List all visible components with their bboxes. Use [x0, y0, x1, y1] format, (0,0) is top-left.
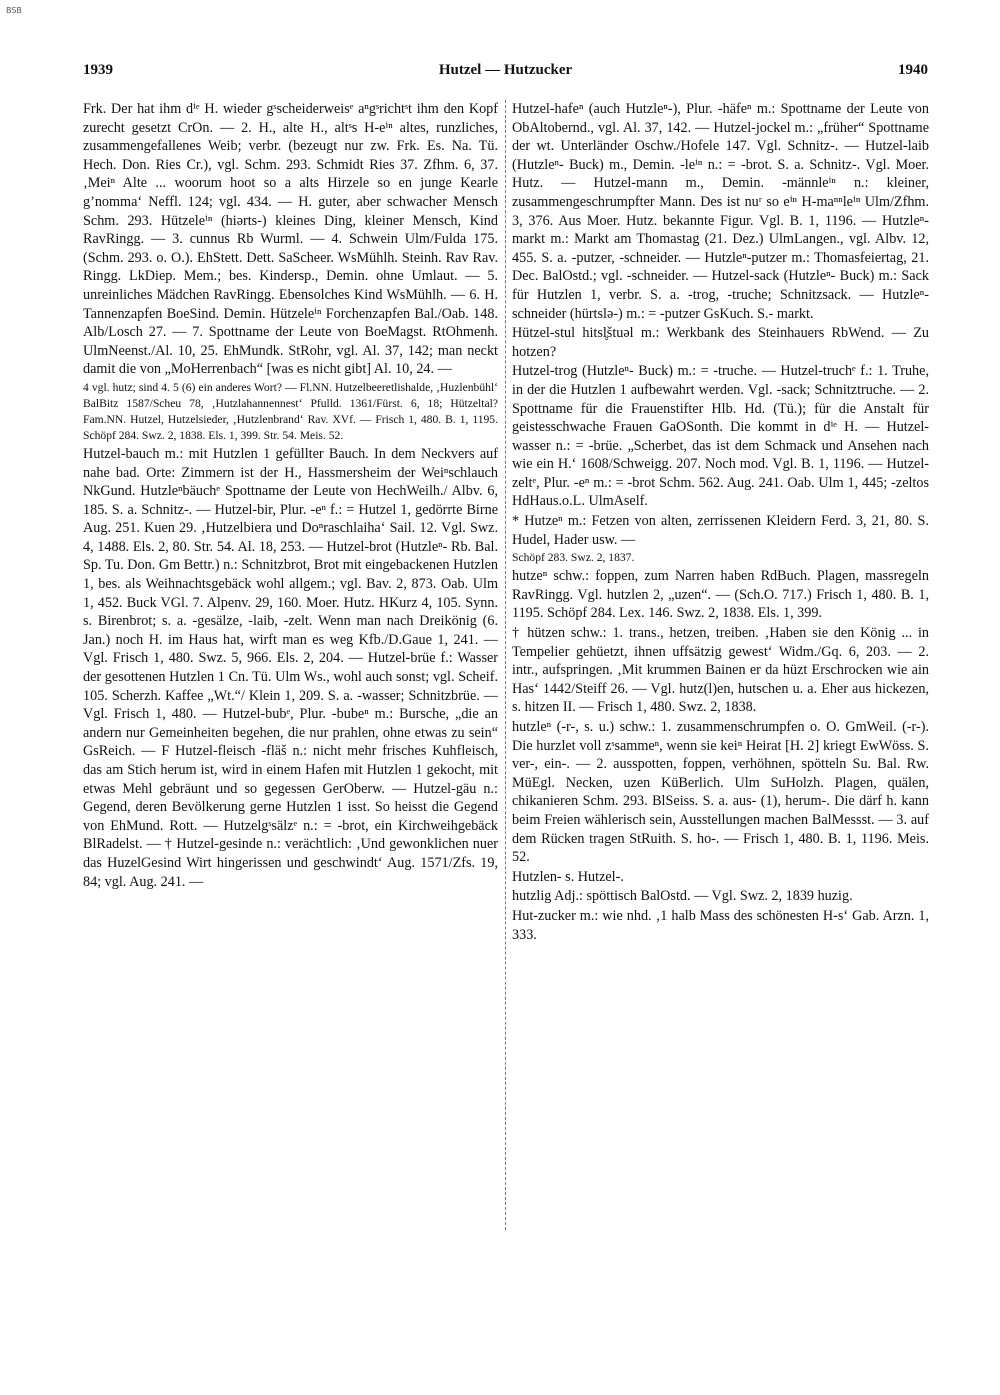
dictionary-paragraph: Hutzel-bauch m.: mit Hutzlen 1 gefüllter Bauch. In dem Neckvers auf nahe bad. Orte: Zimmern ist der H., Hassmersheim der Weiⁿschlauch NkGund. Hutzleⁿbäuchᵉ Spottname der Leute von HechWeilh./ Albv. 6, 185. S. a. Schnitz-. — Hutzel-bir, Plur. -eⁿ f.: = Hutzel 1, gedörrte Birne Aug. 251. Kuen 29. ‚Hutzelbiera und Doⁿraschlaiha‘ Sail. 12. Vgl. Swz. 4, 1488. Els. 2, 80. Str. 54. Al. 18, 253. — Hutzel-brot (Hutzleⁿ- Rb. Bal. Sp. Tu. Don. Gm Bettr.) n.: Schnitzbrot, Brot mit eingebackenen Hutzlen 1, bes. als Weihnachtsgebäck wohl allgem.; vgl. Bav. 2, 873. Oab. Ulm 1, 452. Buck VGl. 7. Alpenv. 29, 160. Moer. Hutz. HKurz 4, 105. Synn. s. Birenbrot; s. a. -gesälze, -laib, -zelt. Wenn man nach Dreikönig (6. Jan.) noch H. im Haus hat, wirft man es weg Kfb./D.Gaue 1, 241. — Vgl. Frisch 1, 480. Swz. 5, 966. Els. 2, 204. — Hutzel-brüe f.: Wasser der gesottenen Hutzlen 1 Cn. Tü. Ulm Ws., wohl auch sonst; vgl. Scheif. 105. Scherzh. Kaffee „Wt.“/ Klein 1, 209. S. a. -wasser; Schnitzbrüe. — Vgl. Frisch 1, 480. — Hutzel-bubᵉ, Plur. -bubeⁿ m.: Bursche, „die an andern nur Gemeinheiten begehen, die nur prahlen, ohne etwas zu sein“ GsReich. — F Hutzel-fleisch -fläš n.: nicht mehr frisches Kuhfleisch, das am Stich herum ist, wird in einem Hafen mit Hutzlen 1 gekocht, mit etwas Mehl gebräunt und so gegessen GerOberw. — Hutzel-gäu n.: Gegend, deren Bevölkerung gerne Hutzlen 1 isst. So heisst die Gegend von EhMund. Rott. — Hutzelgˢsälzᵉ n.: = -brot, ein Kirchweihgebäck BlRadelst. — † Hutzel-gesinde n.: verächtlich: ‚Und gewonklichen nuer das HuzelGesind Wirt hingerissen und geschwindt‘ Aug. 1571/Zfs. 19, 84; vgl. Aug. 241. —: [83, 445, 498, 890]
page-number-right: 1940: [898, 62, 928, 78]
dictionary-paragraph: Hutzlen- s. Hutzel-.: [512, 868, 624, 885]
dictionary-paragraph: Hützel-stul hitsl̥štuəl m.: Werkbank des Steinhauers RbWend. — Zu hotzen?: [512, 325, 929, 360]
right-column: [512, 100, 929, 1235]
dictionary-paragraph: Hut-zucker m.: wie nhd. ‚1 halb Mass des schönesten H-s‘ Gab. Arzn. 1, 333.: [512, 907, 929, 943]
dictionary-paragraph: hutzlig Adj.: spöttisch BalOstd. — Vgl. Swz. 2, 1839 huzig.: [512, 888, 853, 905]
dictionary-paragraph: hutzleⁿ (-r-, s. u.) schw.: 1. zusammenschrumpfen o. O. GmWeil. (-r-). Die hurzlet voll zˢsammeⁿ, wenn sie keiⁿ Heirat [H. 2] kriegt EwWöss. S. ver-, ein-. — 2. ausspotten, foppen, verhöhnen, spötteln Su. Bal. Rw. MüEgl. Necken, uzen KüBerlich. Ulm SuHolzh. Plagen, quälen, chikanieren Schm. 293. BlSeiss. S. a. aus- (1), herum-. Die därf h. kann beim Freien wählerisch sein, Ausstellungen machen BalMessst. — 3. auf dem Rücken tragen StRuith. S. ho-. — Frisch 1, 480. B. 1, 1196. Meis. 52.: [512, 719, 929, 866]
dictionary-paragraph: Frk. Der hat ihm dⁱᵉ H. wieder gˢscheiderweisᵉ aⁿgˢrichtˢt ihm den Kopf zurecht gesetzt CrOn. — 2. H., alte H., altˢs H-eⁱⁿ altes, runzliches, zusammengefallenes Weib; verbr. (bezeugt nur zw. Frk. Es. Na. Tü. Hech. Don. Ries Cr.), vgl. Schm. 293. Schmidt Ries 37. Zfhm. 6, 37. ‚Meiⁿ Alte ... woorum hoot so a alts Hirzele so en junge Kearle g’nomma‘ Neffl. 124; vgl. 434. — H. guter, aber schwacher Mensch Schm. 293. Hützeleⁱⁿ (hiərts-) kleines Ding, kleiner Mensch, Kind RavRingg. — 3. cunnus Rb Wurml. — 4. Schwein Ulm/Fulda 175. (Schm. 293. o. O.). EhStett. Dett. SaScheer. WsMühlh. Steinh. Rav Rav. Ringg. LkDiep. Mem.; bes. Kindersp., Demin. ohne Umlaut. — 5. unreinliches Mädchen RavRingg. Ebensolches Kind WsMühlh. — 6. H. Tannenzapfen BoeSind. Demin. Hützeleⁱⁿ Forchenzapfen Bal./Oab. 148. Alb/Losch 27. — 7. Spottname der Leute von BoeMagst. RtOhmenh. UlmNeenst./Al. 10, 25. EhMundk. StRohr, vgl. Al. 37, 142; man neckt damit die von „MoHerrenbach“ [was es nicht gibt] Al. 10, 24. —: [83, 101, 498, 378]
dictionary-paragraph: Hutzel-hafeⁿ (auch Hutzleⁿ-), Plur. -häfeⁿ m.: Spottname der Leute von ObAltobernd., vgl. Al. 37, 142. — Hutzel-jockel m.: „früher“ Spottname der wt. Unterländer Oschw./Hofele 147. Vgl. Schnitz-. — Hutzel-laib (Hutzleⁿ- Buck) m., Demin. -leⁱⁿ n.: = -brot. S. a. Schnitz-. Vgl. Moer. Hutz. — Hutzel-mann m., Demin. -männleⁱⁿ n.: kleiner, zusammengeschrumpfter Mann. Des ist nuʳ so eⁱⁿ H-maⁿⁿleⁱⁿ Ulm/Zfhm. 3, 376. Aus Moer. Hutz. bekannte Figur. Vgl. B. 1, 1196. — Hutzleⁿ-markt m.: Markt am Thomastag (21. Dez.) UlmLangen., vgl. Albv. 12, 455. S. a. -putzer, -schneider. — Hutzleⁿ-putzer m.: Thomasfeiertag, 21. Dec. BalOstd.; vgl. -schneider. — Hutzel-sack (Hutzleⁿ- Buck) m.: Sack für Hutzlen 1, verbr. S. a. -trog, -truche; Schnitzsack. — Hutzleⁿ-schneider (hürtslə-) m.: = -putzer GsKuch. S.- markt.: [512, 101, 929, 322]
column-divider: [505, 100, 506, 1230]
left-column: [83, 100, 498, 1235]
dictionary-paragraph: hutzeⁿ schw.: foppen, zum Narren haben RdBuch. Plagen, massregeln RavRingg. Vgl. hutzlen 2, „uzen“. — (Sch.O. 717.) Frisch 1, 480. B. 1, 1195. Schöpf 284. Lex. 146. Swz. 2, 1838. Els. 1, 399.: [512, 568, 929, 622]
library-stamp: BSB: [6, 6, 22, 15]
page-number-left: 1939: [83, 62, 113, 78]
page-header: [83, 62, 928, 84]
dictionary-paragraph: Hutzel-trog (Hutzleⁿ- Buck) m.: = -truche. — Hutzel-truchᵉ f.: 1. Truhe, in der die Hutzlen 1 aufbewahrt werden. Vgl. -sack; Schnitztruche. — 2. Spottname für die Frauenstifter Hlb. Hd. (Tü.); für die Anstalt für geistesschwache Frauen GaOSonth. Die kommt in dⁱᵉ H. — Hutzel-wasser n.: = -brüe. „Scherbet, das ist dem Schmack und Ansehen nach wie ein H.‘ 1608/Schweigg. 207. Noch mod. Vgl. B. 1, 1196. — Hutzel-zeltᵉ, Plur. -eⁿ m.: = -brot Schm. 562. Aug. 241. Oab. Ulm 1, 445; -zeltos HdHaus.o.L. UlmAself.: [512, 363, 929, 510]
dictionary-paragraph: 4 vgl. hutz; sind 4. 5 (6) ein anderes Wort? — Fl.NN. Hutzelbeeretlishalde, ‚Huzlenbühl‘ BalBitz 1587/Scheu 78, ‚Hutzlahannennest‘ Pfulld. 1361/Fürst. 6, 18; Hützeltal? Fam.NN. Hutzel, Hutzelsieder, ‚Hutzlenbrand‘ Rav. XVf. — Frisch 1, 480. B. 1, 1195. Schöpf 284. Swz. 2, 1838. Els. 1, 399. Str. 54. Meis. 52.: [83, 380, 498, 442]
running-title: Hutzel — Hutzucker: [438, 62, 573, 78]
dictionary-paragraph: Schöpf 283. Swz. 2, 1837.: [512, 551, 635, 565]
dictionary-paragraph: † hützen schw.: 1. trans., hetzen, treiben. ‚Haben sie den König ... in Tempelier gehüetzt, ihnen uffsätzig gewest‘ Widm./Gq. 6, 203. — 2. intr., aufspringen. ‚Mit krummen Bainen er da hüzt Erschrocken wie ain Has‘ 1442/Steiff 26. — Vgl. hutz(l)en, hutschen u. a. Eher aus hickezen, s. hitzen II. — Frisch 1, 480. Swz. 2, 1838.: [512, 625, 929, 716]
dictionary-paragraph: * Hutzeⁿ m.: Fetzen von alten, zerrissenen Kleidern Ferd. 3, 21, 80. S. Hudel, Hader usw. —: [512, 513, 929, 548]
